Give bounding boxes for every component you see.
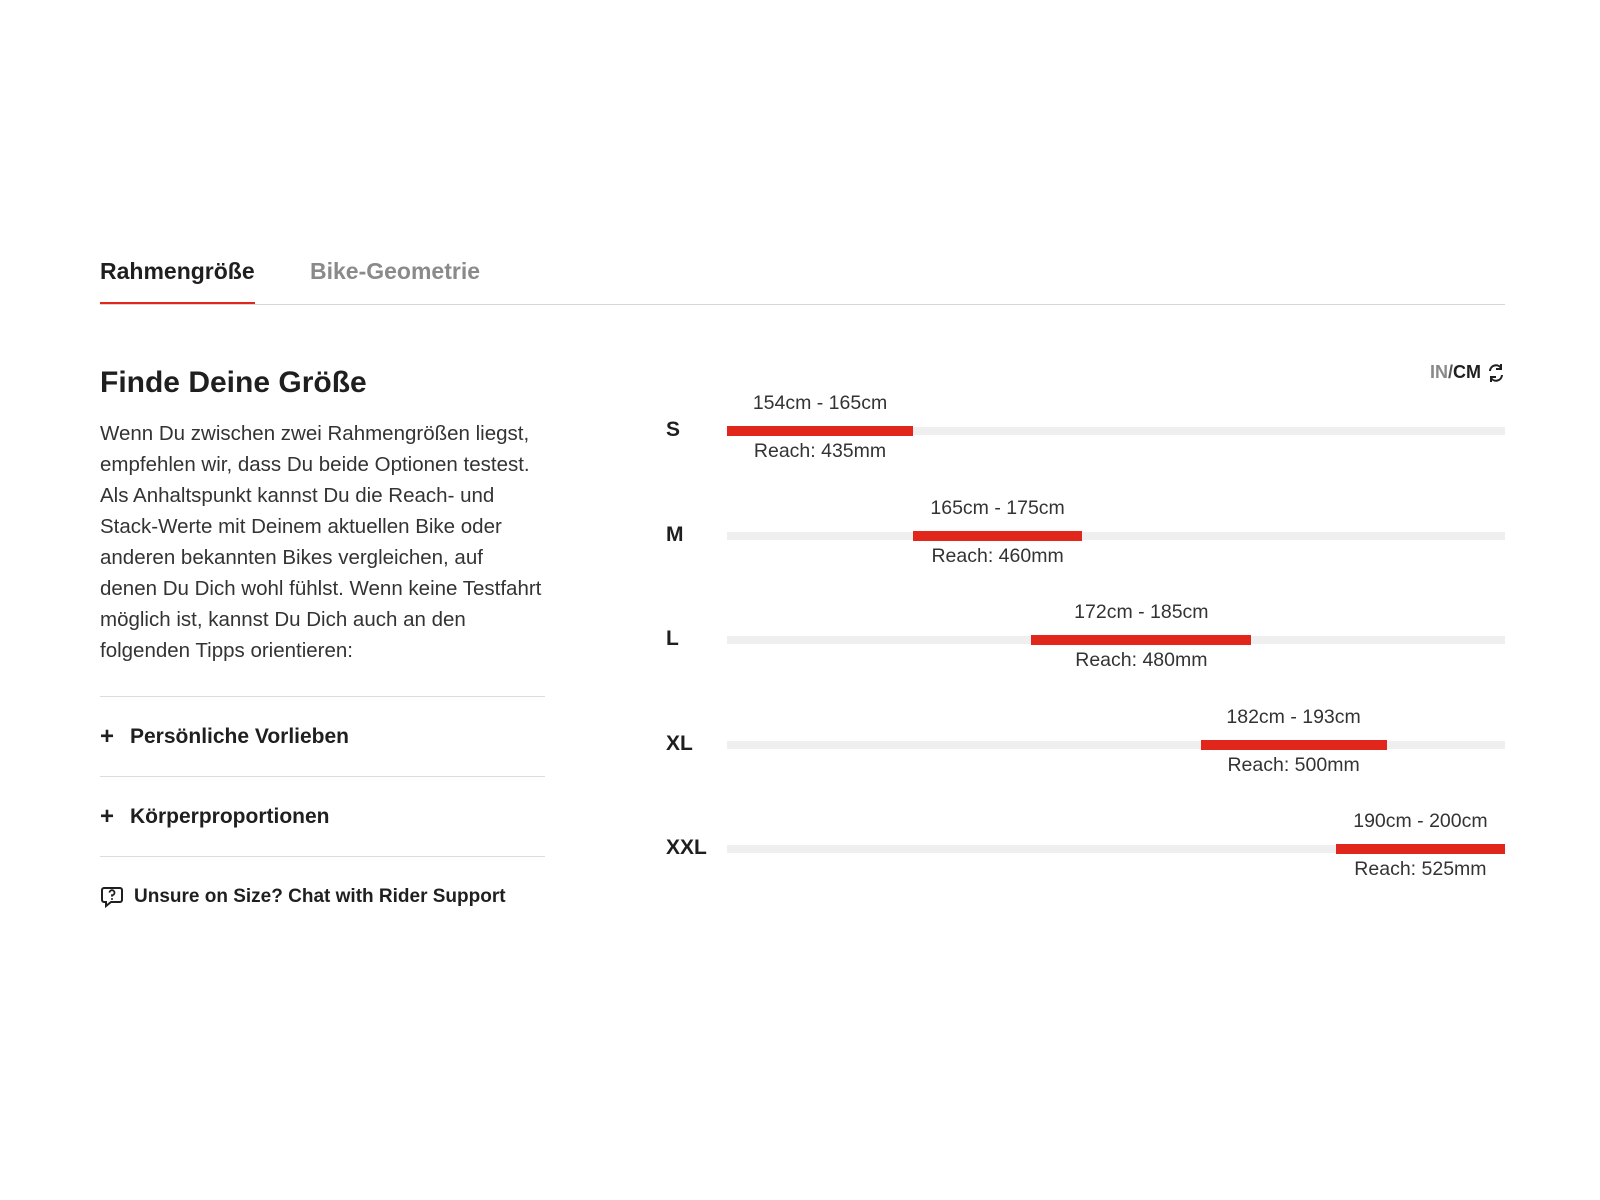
reach-label: Reach: 525mm [1354, 858, 1487, 880]
height-range-bar [1201, 740, 1387, 750]
accordion [100, 696, 545, 857]
height-range-label: 154cm - 165cm [752, 392, 888, 414]
size-row-s [640, 380, 1520, 480]
size-row-xxl [640, 798, 1520, 898]
accordion-personal-preferences[interactable] [100, 697, 545, 777]
tab-rahmengroesse[interactable]: Rahmengröße [100, 258, 255, 304]
size-row-m [640, 485, 1520, 585]
reach-label: Reach: 500mm [1227, 753, 1360, 776]
height-range-bar [727, 426, 913, 436]
reach-label: Reach: 435mm [753, 440, 887, 462]
size-label: XXL [666, 836, 707, 859]
size-range-chart [640, 380, 1520, 920]
height-range-label: 182cm - 193cm [1226, 705, 1361, 728]
range-track [727, 741, 1505, 749]
intro-text: Wenn Du zwischen zwei Rahmengrößen liegst, empfehlen wir, dass Du beide Optionen testest. Als Anhaltspunkt kannst Du die Reach- und Stack-Werte mit Deinem aktuellen Bike oder anderen bekannten Bikes vergleichen, auf denen Du Dich wohl fühlst. Wenn keine Testfahrt möglich ist, kannst Du Dich auch an den folgenden Tipps orientieren: [100, 422, 542, 662]
rider-support-link[interactable] [100, 885, 545, 909]
range-track [727, 427, 1505, 435]
size-label: L [666, 627, 679, 650]
plus-icon: + [100, 722, 115, 750]
unit-in: IN [1429, 362, 1448, 382]
tab-bike-geometrie[interactable]: Bike-Geometrie [310, 258, 481, 284]
height-range-label: 165cm - 175cm [930, 496, 1065, 519]
size-finder-panel [100, 360, 545, 909]
reach-label: Reach: 460mm [931, 544, 1064, 567]
height-range-label: 172cm - 185cm [1074, 601, 1209, 623]
chat-question-icon [100, 885, 124, 909]
reach-label: Reach: 480mm [1075, 649, 1208, 671]
range-track [727, 532, 1505, 540]
accordion-label: Körperproportionen [130, 804, 330, 828]
height-range-bar [913, 531, 1082, 541]
height-range-bar [1031, 635, 1251, 645]
height-range-bar [1336, 844, 1505, 854]
size-row-xl [640, 694, 1520, 794]
unit-cm: CM [1453, 362, 1481, 382]
plus-icon: + [100, 802, 115, 830]
size-label: S [666, 418, 681, 441]
size-label: M [666, 522, 684, 546]
accordion-label: Persönliche Vorlieben [130, 724, 350, 748]
section-heading: Finde Deine Größe [100, 366, 367, 399]
tab-bar [100, 240, 1505, 305]
accordion-body-proportions[interactable] [100, 777, 545, 857]
height-range-label: 190cm - 200cm [1353, 810, 1488, 832]
range-track [727, 636, 1505, 644]
size-label: XL [666, 731, 693, 755]
unit-separator: / [1447, 362, 1453, 382]
rider-support-label: Unsure on Size? Chat with Rider Support [134, 886, 506, 907]
size-row-l [640, 589, 1520, 689]
range-track [727, 845, 1505, 853]
